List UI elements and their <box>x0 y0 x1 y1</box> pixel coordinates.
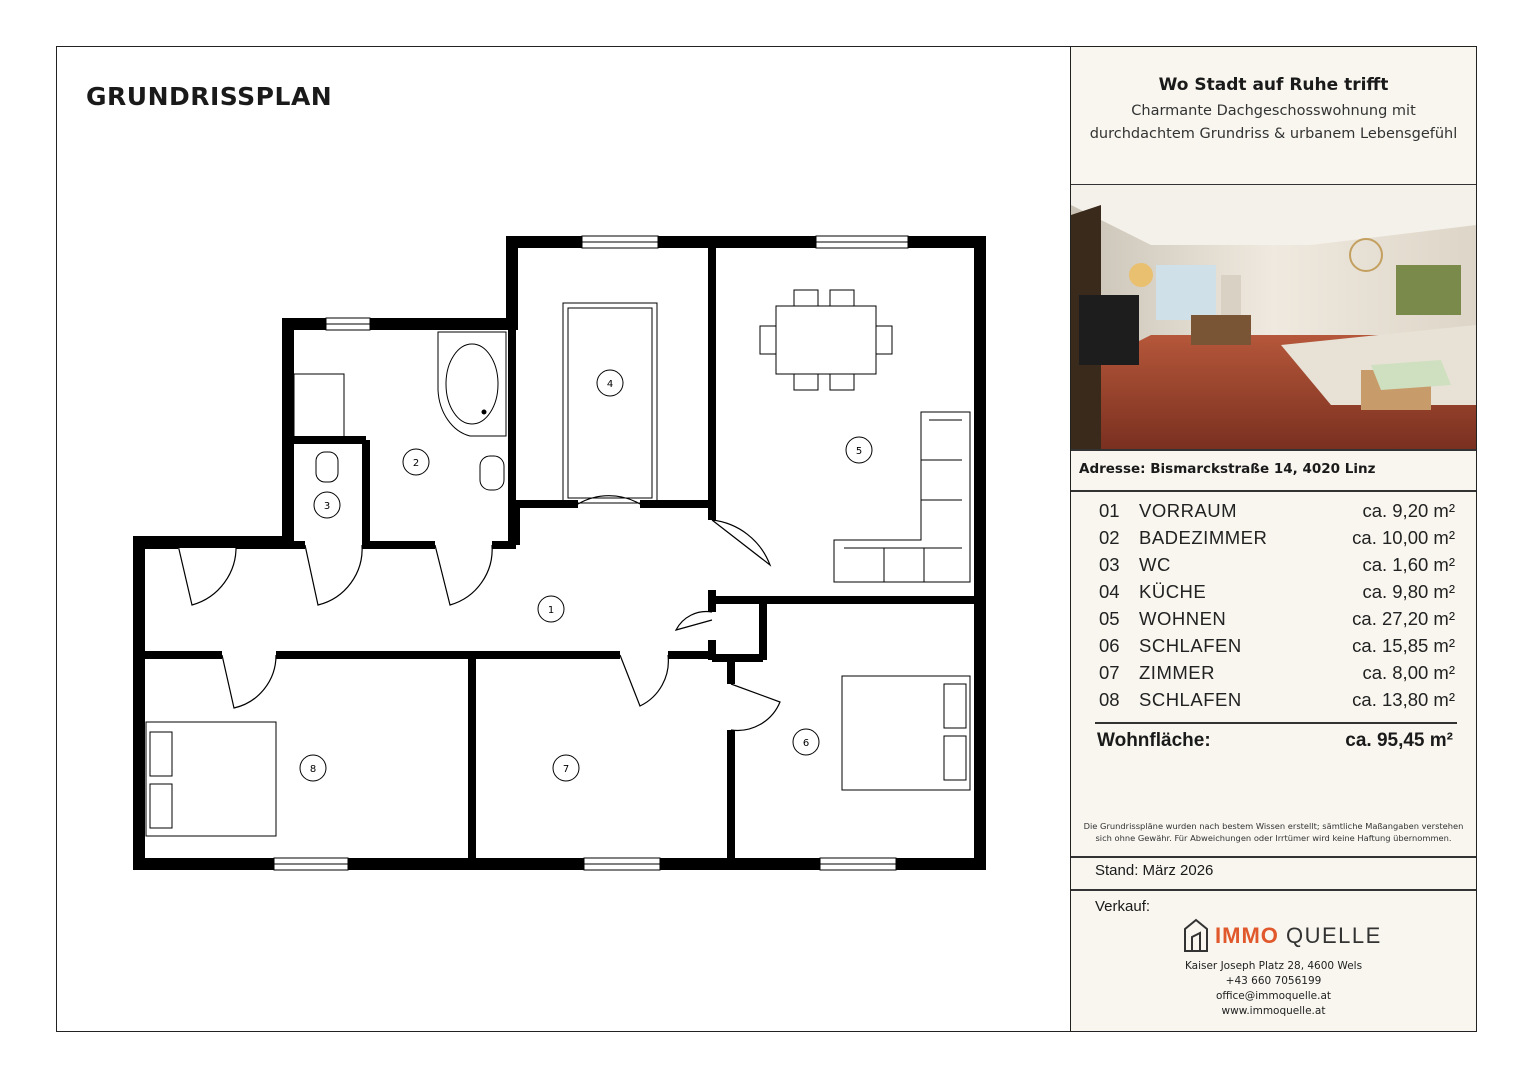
logo-house-icon <box>1181 917 1211 953</box>
sum-line <box>1095 722 1457 724</box>
page-title: GRUNDRISSPLAN <box>86 82 333 111</box>
room-row: 02 BADEZIMMER ca. 10,00 m² <box>1099 527 1455 548</box>
plan-label-8: 8 <box>309 764 317 775</box>
room-row: 06 SCHLAFEN ca. 15,85 m² <box>1099 635 1455 656</box>
stand-date: Stand: März 2026 <box>1095 862 1214 879</box>
info-panel <box>1071 47 1476 1031</box>
contact-email[interactable]: office@immoquelle.at <box>1215 990 1332 1002</box>
subline-1: Charmante Dachgeschosswohnung mit <box>1131 103 1416 119</box>
logo-quelle: QUELLE <box>1286 923 1382 948</box>
room-row: 08 SCHLAFEN ca. 13,80 m² <box>1099 689 1455 710</box>
room-row: 07 ZIMMER ca. 8,00 m² <box>1099 662 1455 683</box>
plan-label-2: 2 <box>412 458 420 469</box>
room-row: 05 WOHNEN ca. 27,20 m² <box>1099 608 1455 629</box>
total-label: Wohnfläche: <box>1097 730 1211 751</box>
interior-photo <box>1071 185 1476 449</box>
address-label: Adresse: <box>1079 461 1146 477</box>
contact-phone[interactable]: +43 660 7056199 <box>1225 975 1322 987</box>
address-value: Bismarckstraße 14, 4020 Linz <box>1150 461 1376 477</box>
subline-2: durchdachtem Grundriss & urbanem Lebensgefühl <box>1089 126 1458 142</box>
disclaimer: Die Grundrisspläne wurden nach bestem Wissen erstellt; sämtliche Maßangaben verstehen sich ohne Gewähr. Für Abweichungen oder Irrtümer wird keine Haftung übernommen. <box>1083 821 1464 843</box>
plan-label-4: 4 <box>606 379 614 390</box>
contact-block <box>1071 959 1476 1019</box>
room-row: 04 KÜCHE ca. 9,80 m² <box>1099 581 1455 602</box>
room-row: 03 WC ca. 1,60 m² <box>1099 554 1455 575</box>
immoquelle-logo <box>1181 915 1381 955</box>
logo-immo: IMMO <box>1215 923 1279 948</box>
plan-label-6: 6 <box>802 738 810 749</box>
plan-label-5: 5 <box>855 446 863 457</box>
verkauf-label: Verkauf: <box>1095 898 1151 915</box>
plan-label-3: 3 <box>323 501 331 512</box>
plan-label-1: 1 <box>547 605 555 616</box>
contact-address: Kaiser Joseph Platz 28, 4600 Wels <box>1184 960 1363 972</box>
plan-label-7: 7 <box>562 764 570 775</box>
total-value: ca. 95,45 m² <box>1345 730 1453 751</box>
headline: Wo Stadt auf Ruhe trifft <box>1158 75 1389 95</box>
room-row: 01 VORRAUM ca. 9,20 m² <box>1099 500 1455 521</box>
room-list <box>1095 500 1455 716</box>
contact-web[interactable]: www.immoquelle.at <box>1221 1005 1326 1017</box>
address <box>1079 461 1375 477</box>
total-area <box>1095 730 1455 756</box>
